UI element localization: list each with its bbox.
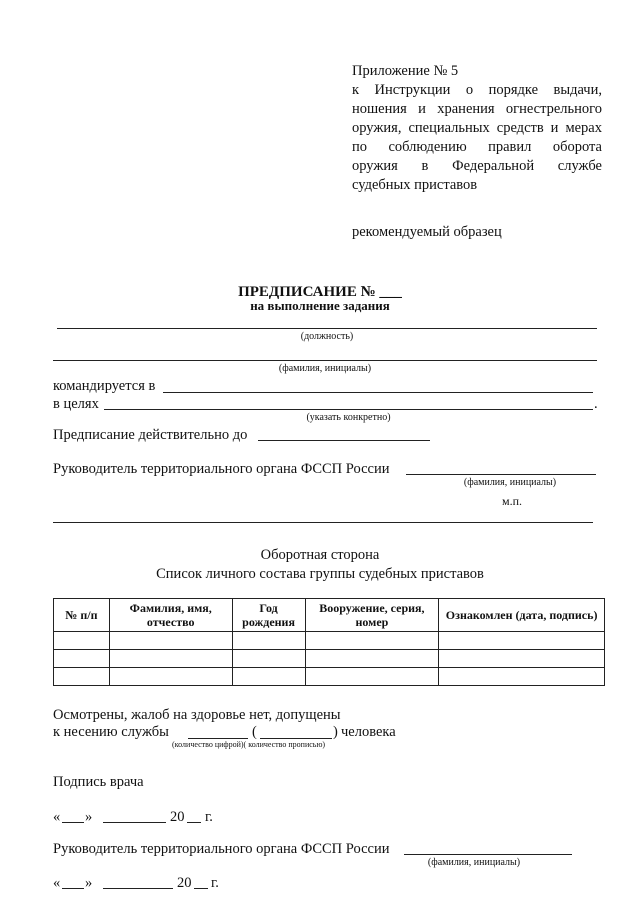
table-row [54, 632, 605, 650]
table-cell[interactable] [232, 668, 305, 686]
table-cell[interactable] [439, 668, 605, 686]
exam-paren-close: ) [333, 724, 338, 740]
form-subtitle: на выполнение задания [250, 298, 390, 313]
col-header-acknowledged: Ознакомлен (дата, подпись) [439, 599, 605, 632]
exam-line1: Осмотрены, жалоб на здоровье нет, допущены [53, 707, 341, 723]
date1-open: « [53, 809, 61, 825]
appendix-line: оружия, специальных средств и мерах [352, 120, 602, 136]
head-label: Руководитель территориального органа ФССП России [53, 461, 390, 477]
separator-line [53, 522, 593, 523]
date2-year-prefix: 20 [177, 875, 192, 891]
appendix-body [352, 81, 602, 195]
purpose-end: . [594, 396, 598, 412]
table-cell[interactable] [305, 650, 439, 668]
table-cell[interactable] [109, 650, 232, 668]
table-cell[interactable] [305, 668, 439, 686]
sample-note: рекомендуемый образец [352, 224, 502, 240]
table-cell[interactable] [109, 632, 232, 650]
purpose-caption: (указать конкретно) [306, 412, 391, 423]
date2-year-suffix: г. [211, 875, 219, 891]
reverse-head-signature-line[interactable] [404, 854, 572, 855]
date2-year-line[interactable] [194, 888, 208, 889]
table-header-row [54, 599, 605, 632]
table-cell[interactable] [109, 668, 232, 686]
col-header-birth-year: Год рождения [232, 599, 305, 632]
date2-month-line[interactable] [103, 888, 173, 889]
exam-caption: (количество цифрой)( количество прописью) [172, 740, 326, 749]
position-line[interactable] [57, 328, 597, 329]
stamp-place: м.п. [502, 494, 523, 508]
sent-to-line[interactable] [163, 392, 593, 393]
form-title: ПРЕДПИСАНИЕ № ___ [238, 284, 402, 300]
date2-day-line[interactable] [62, 888, 84, 889]
date1-year-suffix: г. [205, 809, 213, 825]
exam-line2-start: к несению службы [53, 724, 169, 740]
table-cell[interactable] [232, 632, 305, 650]
reverse-head-label: Руководитель территориального органа ФССП России [53, 841, 390, 857]
table-cell[interactable] [439, 650, 605, 668]
reverse-head-caption: (фамилия, инициалы) [427, 857, 521, 868]
table-cell[interactable] [54, 650, 110, 668]
valid-until-label: Предписание действительно до [53, 427, 248, 443]
table-cell[interactable] [232, 650, 305, 668]
appendix-line: судебных приставов [352, 177, 478, 193]
date2-close: » [85, 875, 93, 891]
table-row [54, 650, 605, 668]
table-cell[interactable] [54, 632, 110, 650]
date1-year-line[interactable] [187, 822, 201, 823]
appendix-heading: Приложение № 5 [352, 63, 459, 79]
exam-paren-open: ( [252, 724, 257, 740]
head-signature-line[interactable] [406, 474, 596, 475]
date1-close: » [85, 809, 93, 825]
personnel-table [53, 598, 605, 686]
appendix-line: ношения и хранения огнестрельного [352, 101, 602, 117]
appendix-line: к Инструкции о порядке выдачи, [352, 82, 602, 98]
name-caption: (фамилия, инициалы) [278, 363, 372, 374]
valid-until-line[interactable] [258, 440, 430, 441]
appendix-line: по соблюдению правил оборота [352, 139, 602, 155]
date2-open: « [53, 875, 61, 891]
table-row [54, 668, 605, 686]
table-cell[interactable] [305, 632, 439, 650]
col-header-weapon: Вооружение, серия, номер [305, 599, 439, 632]
col-header-name: Фамилия, имя, отчество [109, 599, 232, 632]
sent-to-label: командируется в [53, 378, 156, 394]
table-cell[interactable] [54, 668, 110, 686]
count-words-line[interactable] [260, 738, 332, 739]
position-caption: (должность) [300, 331, 354, 342]
date1-day-line[interactable] [62, 822, 84, 823]
head-caption: (фамилия, инициалы) [463, 477, 557, 488]
appendix-line: оружия в Федеральной службе [352, 158, 602, 174]
name-line[interactable] [53, 360, 597, 361]
col-header-number: № п/п [54, 599, 110, 632]
doctor-signature-label: Подпись врача [53, 774, 144, 790]
reverse-subheading: Список личного состава группы судебных приставов [156, 566, 484, 582]
reverse-heading: Оборотная сторона [260, 547, 380, 563]
exam-line2-end: человека [341, 724, 396, 740]
table-cell[interactable] [439, 632, 605, 650]
purpose-label: в целях [53, 396, 99, 412]
count-digits-line[interactable] [188, 738, 248, 739]
purpose-line[interactable] [104, 409, 593, 410]
appendix-block [352, 62, 602, 195]
date1-year-prefix: 20 [170, 809, 185, 825]
date1-month-line[interactable] [103, 822, 166, 823]
